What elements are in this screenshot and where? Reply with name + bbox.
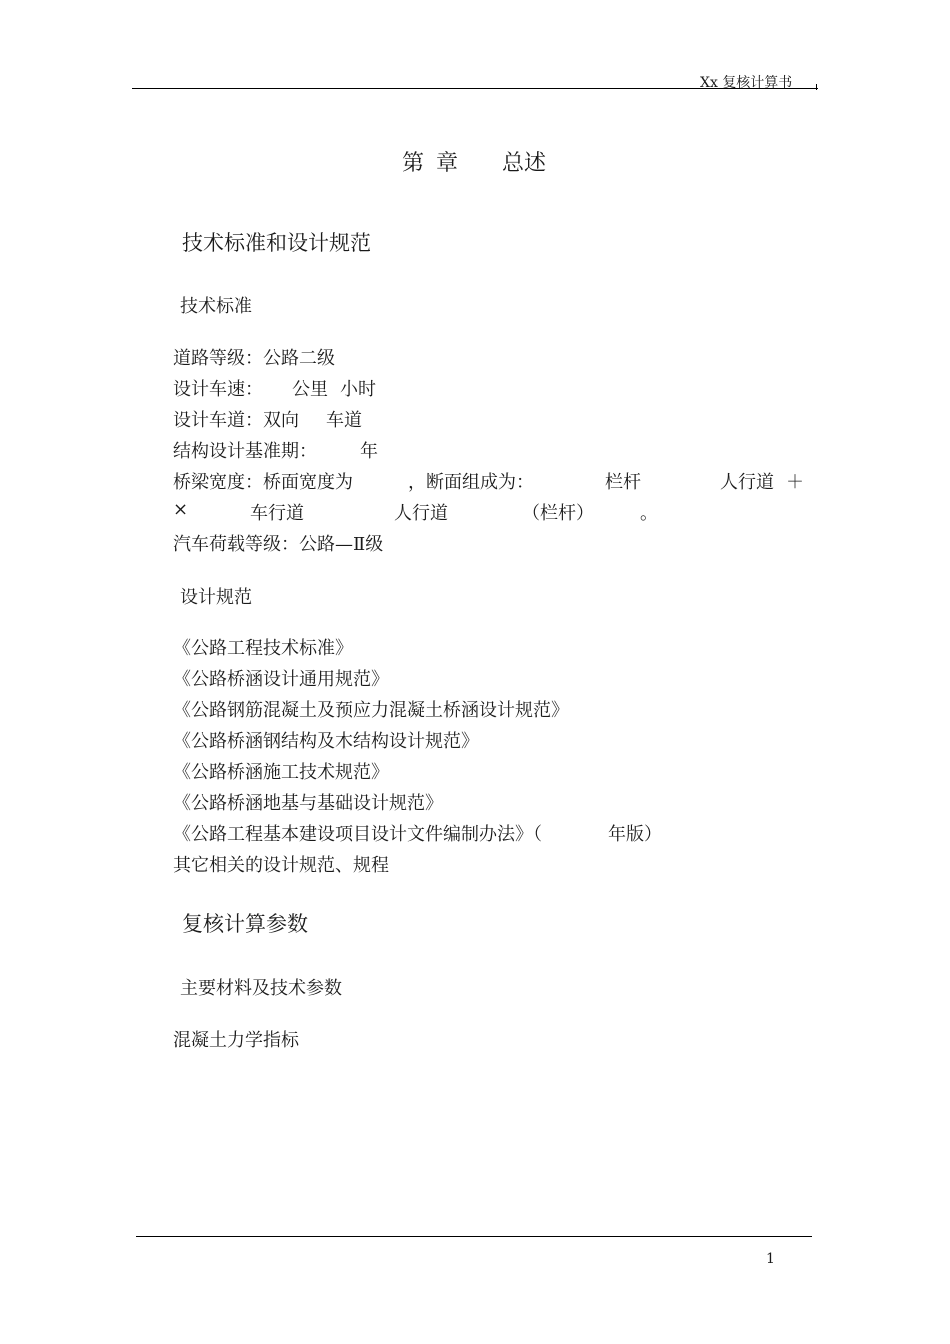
running-header: Xx 复核计算书 (700, 75, 793, 91)
bridge-width-plus: ＋ (786, 472, 804, 493)
speed-suffix: 小时 (340, 379, 376, 400)
code-item: 《公路桥涵钢结构及木结构设计规范》 (173, 731, 479, 752)
bridge-width-railing: 栏杆 (605, 472, 641, 493)
page-number: 1 (766, 1251, 775, 1267)
bridge-width-sidewalk-2: 人行道 (394, 503, 448, 524)
code-item: 《公路工程技术标准》 (173, 638, 353, 659)
chapter-word-di: 第 (402, 151, 425, 176)
design-period-label: 结构设计基准期： (173, 441, 317, 462)
code-item: 《公路桥涵施工技术规范》 (173, 762, 389, 783)
subsection-heading-materials: 主要材料及技术参数 (180, 978, 342, 999)
code-item: 《公路桥涵设计通用规范》 (173, 669, 389, 690)
chapter-title: 总述 (502, 151, 547, 176)
bridge-width-label: 桥梁宽度：桥面宽度为 (173, 472, 353, 493)
code-item: 《公路桥涵地基与基础设计规范》 (173, 793, 443, 814)
subsection-heading-design-codes: 设计规范 (180, 587, 252, 608)
bridge-width-times: × (173, 499, 189, 520)
chapter-word-zhang: 章 (436, 151, 459, 176)
other-codes-line: 其它相关的设计规范、规程 (173, 855, 389, 876)
road-grade-line: 道路等级：公路二级 (173, 348, 335, 369)
lanes-suffix: 车道 (326, 410, 362, 431)
vehicle-load-line: 汽车荷载等级：公路—Ⅱ级 (173, 534, 384, 555)
code-item: 《公路钢筋混凝土及预应力混凝土桥涵设计规范》 (173, 700, 569, 721)
design-period-unit: 年 (360, 441, 378, 462)
header-rule-tick (816, 84, 817, 90)
header-rule (132, 88, 818, 89)
bridge-width-railing-2: （栏杆） (522, 503, 594, 524)
speed-unit: 公里 (292, 379, 328, 400)
bridge-width-carriageway: 车行道 (250, 503, 304, 524)
speed-label: 设计车速： (173, 379, 263, 400)
section-heading-parameters: 复核计算参数 (182, 912, 308, 936)
footer-rule (136, 1236, 812, 1237)
concrete-mechanics-line: 混凝土力学指标 (173, 1030, 299, 1051)
bridge-width-composition: ，断面组成为： (408, 472, 534, 493)
subsection-heading-tech-standards: 技术标准 (180, 296, 252, 317)
section-heading-standards: 技术标准和设计规范 (182, 231, 371, 255)
bridge-width-sidewalk: 人行道 (720, 472, 774, 493)
code-item-last-edition: 年版） (608, 824, 662, 845)
code-item-last: 《公路工程基本建设项目设计文件编制办法》（ (173, 824, 542, 845)
lanes-label: 设计车道：双向 (173, 410, 299, 431)
bridge-width-period: 。 (640, 503, 658, 524)
